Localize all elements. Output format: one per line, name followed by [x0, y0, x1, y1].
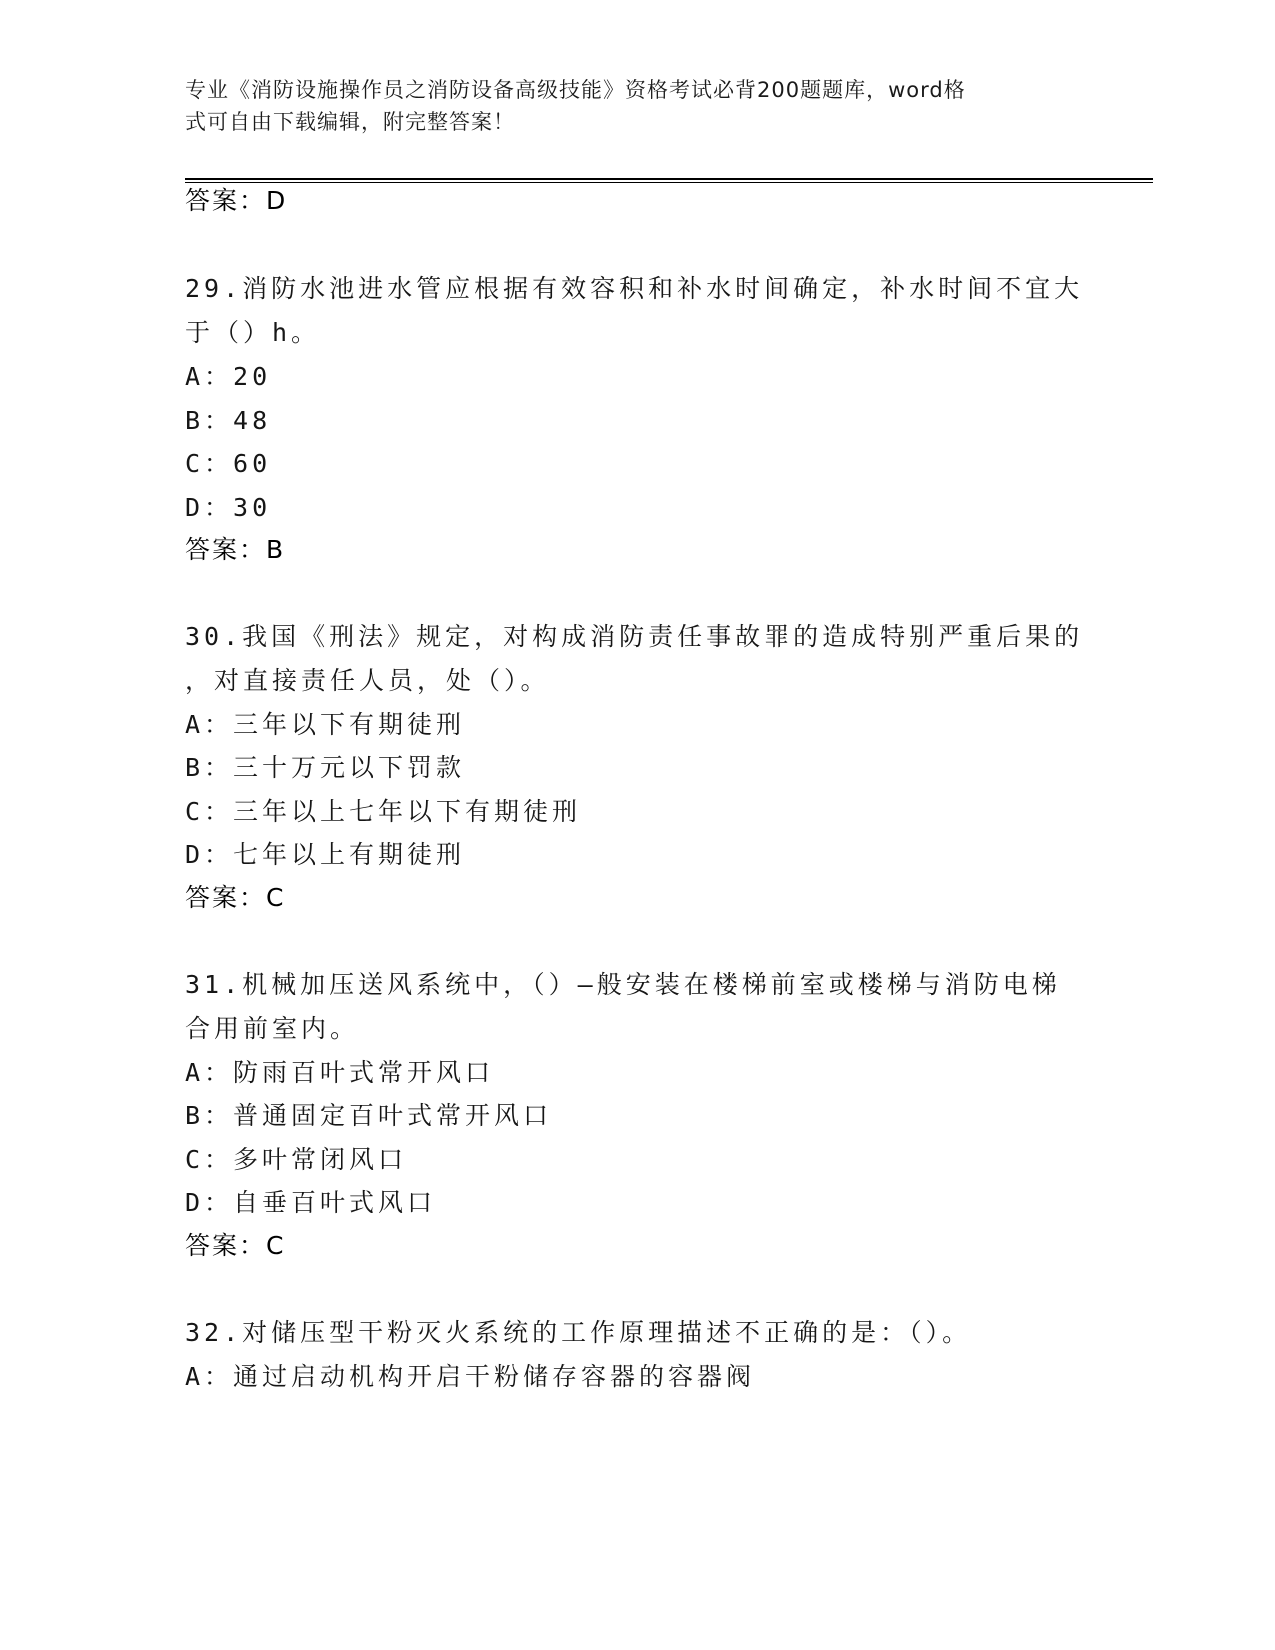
document-header: [185, 74, 1065, 138]
question-31-text: 31.机械加压送风系统中，（）—般安装在楼梯前室或楼梯与消防电梯: [185, 970, 1061, 999]
question-29-answer: 答案：B: [185, 535, 286, 564]
question-31-option-a: A：防雨百叶式常开风口: [185, 1058, 495, 1087]
question-29-text: 29.消防水池进水管应根据有效容积和补水时间确定，补水时间不宜大: [185, 274, 1084, 303]
question-31-option-c: C：多叶常闭风口: [185, 1145, 408, 1174]
header-line-2: 式可自由下载编辑，附完整答案！: [185, 110, 515, 134]
question-29-option-b: B：48: [185, 406, 272, 435]
question-30-text-cont: ，对直接责任人员，处（）。: [185, 666, 550, 695]
header-divider-thick: [185, 178, 1153, 180]
question-31-option-b: B：普通固定百叶式常开风口: [185, 1101, 553, 1130]
question-32-option-a: A：通过启动机构开启干粉储存容器的容器阀: [185, 1362, 756, 1391]
question-32-text: 32.对储压型干粉灭火系统的工作原理描述不正确的是：（）。: [185, 1318, 972, 1347]
question-31-text-cont: 合用前室内。: [185, 1014, 360, 1043]
question-30-option-b: B：三十万元以下罚款: [185, 753, 466, 782]
question-30-option-c: C：三年以上七年以下有期徒刑: [185, 797, 582, 826]
question-30-option-d: D：七年以上有期徒刑: [185, 840, 466, 869]
question-31-answer: 答案：C: [185, 1231, 286, 1260]
question-29-text-cont: 于（）h。: [185, 318, 321, 347]
question-29-option-a: A：20: [185, 362, 272, 391]
question-31-option-d: D：自垂百叶式风口: [185, 1188, 437, 1217]
question-30-option-a: A：三年以下有期徒刑: [185, 710, 466, 739]
previous-answer: 答案：D: [185, 186, 288, 215]
question-30-text: 30.我国《刑法》规定，对构成消防责任事故罪的造成特别严重后果的: [185, 622, 1084, 651]
question-29-option-d: D：30: [185, 493, 272, 522]
header-line-1: 专业《消防设施操作员之消防设备高级技能》资格考试必背200题题库，word格: [185, 78, 966, 102]
question-29-option-c: C：60: [185, 449, 272, 478]
header-divider-thin: [185, 182, 1153, 183]
question-30-answer: 答案：C: [185, 883, 286, 912]
